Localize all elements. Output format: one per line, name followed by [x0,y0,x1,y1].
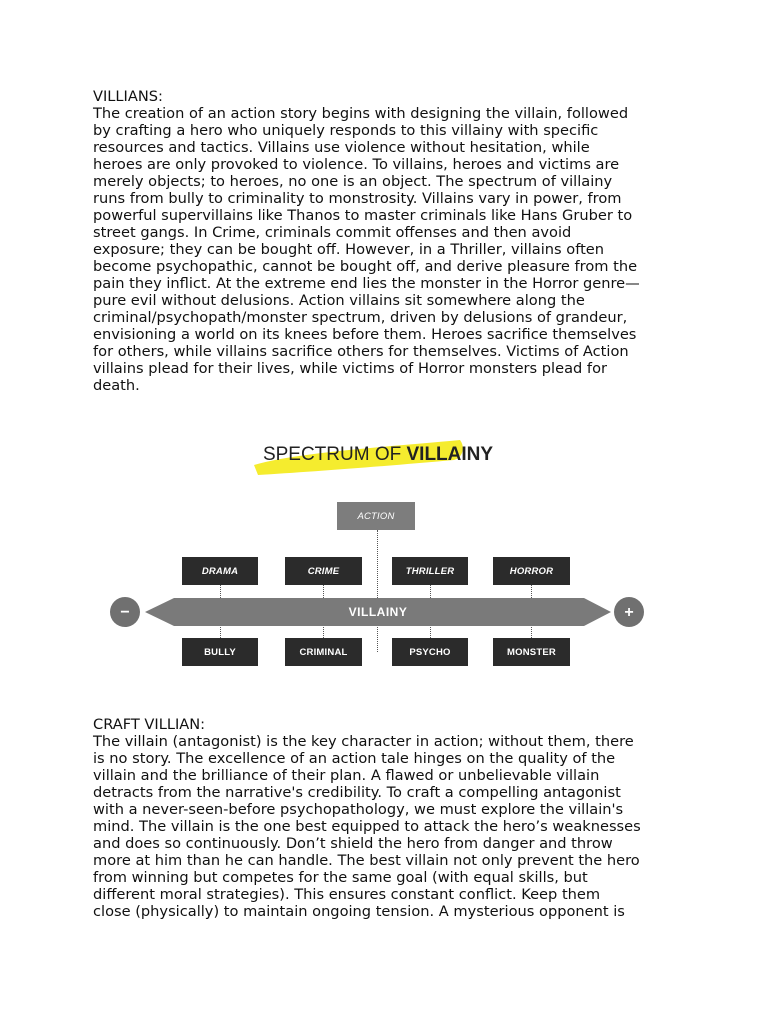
arrow-label: VILLAINY [348,605,408,619]
craft-villain-paragraph: The villain (antagonist) is the key character in action; without them, there is no story. The excellence of an action tale hinges on the quality of the villain and the brilliance of their plan. A flawed or unbelievable villain detracts from the narrative's credibility. To craft a compelling antagonist with a never-seen-before psychopathology, we must explore the villain's mind. The villain is the one best equipped to attack the hero’s weaknesses and does so continuously. Don’t shield the hero from danger and throw more at him than he can handle. The best villain not only prevent the hero from winning but competes for the same goal (with equal skills, but different moral strategies). This ensures constant conflict. Keep them close (physically) to maintain ongoing tension. A mysterious opponent is [93,733,641,920]
figure-title-text [108,444,648,466]
genre-box-drama: DRAMA [182,557,258,585]
villain-box-psycho: PSYCHO [392,638,468,666]
craft-villain-section [93,716,693,920]
minus-sign: − [120,604,130,621]
plus-sign: + [624,604,634,621]
title-bold: VILLAINY [406,444,494,465]
spectrum-of-villainy-figure [108,432,648,672]
genre-box-horror: HORROR [493,557,570,585]
genre-box-thriller: THRILLER [392,557,468,585]
villains-section [93,88,693,394]
villains-heading: VILLIANS: [93,88,163,105]
action-box: ACTION [337,502,415,530]
villain-box-bully: BULLY [182,638,258,666]
action-connector [377,530,378,652]
villain-box-criminal: CRIMINAL [285,638,362,666]
craft-villain-heading: CRAFT VILLIAN: [93,716,206,733]
villainy-arrow [108,592,648,632]
title-light: SPECTRUM OF [262,444,407,465]
villains-paragraph: The creation of an action story begins with designing the villain, followed by crafting a hero who uniquely responds to this villainy with specific resources and tactics. Villains use violence without hesitation, while heroes are only provoked to violence. To villains, heroes and victims are merely objects; to heroes, no one is an object. The spectrum of villainy runs from bully to criminality to monstrosity. Villains vary in power, from powerful supervillains like Thanos to master criminals like Hans Gruber to street gangs. In Crime, criminals commit offenses and then avoid exposure; they can be bought off. However, in a Thriller, villains often become psychopathic, cannot be bought off, and derive pleasure from the pain they inflict. At the extreme end lies the monster in the Horror genre— pure evil without delusions. Action villains sit somewhere along the criminal/psychopath/monster spectrum, driven by delusions of grandeur, envisioning a world on its knees before them. Heroes sacrifice themselves for others, while villains sacrifice others for themselves. Victims of Action villains plead for their lives, while victims of Horror monsters plead for death. [93,105,640,394]
villain-box-monster: MONSTER [493,638,570,666]
figure-title [108,432,648,482]
genre-box-crime: CRIME [285,557,362,585]
